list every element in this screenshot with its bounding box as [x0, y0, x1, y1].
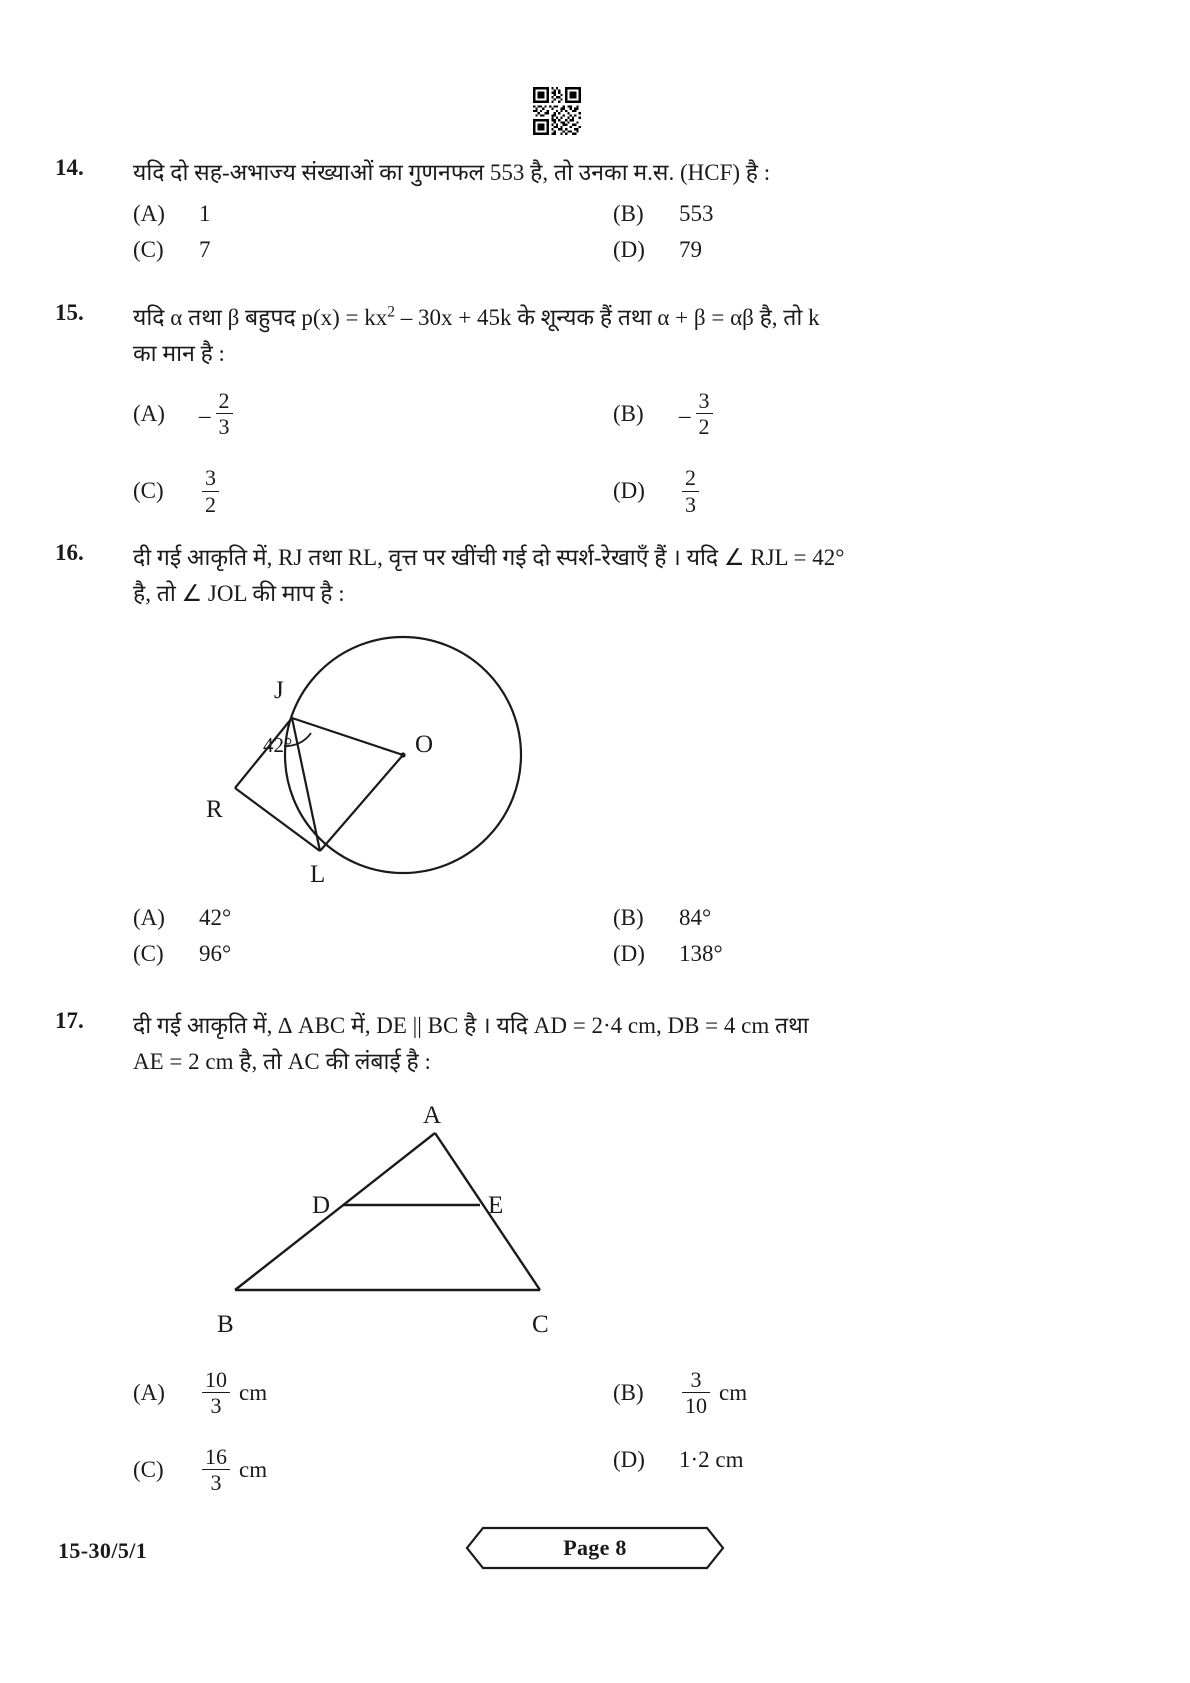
question-text — [133, 540, 1135, 611]
option-tag: (C) — [133, 478, 164, 504]
option-tag: (A) — [133, 401, 165, 427]
option-value — [199, 388, 236, 440]
fraction — [202, 1368, 230, 1417]
numerator: 16 — [202, 1445, 230, 1470]
option-row — [133, 1444, 1135, 1496]
label-angle-42: 42° — [263, 733, 293, 757]
unit-label: cm — [239, 1457, 268, 1483]
beta-symbol: β — [227, 305, 240, 330]
option-value: 96° — [199, 941, 232, 966]
q15-part-2: तथा — [182, 305, 228, 330]
label-E: E — [488, 1192, 504, 1219]
question-number: 15. — [55, 300, 84, 325]
option-tag: (B) — [613, 401, 644, 427]
option-c[interactable] — [133, 941, 613, 967]
alpha-symbol: α — [657, 305, 670, 330]
option-row — [133, 1367, 1135, 1419]
question-16-options — [55, 905, 1135, 975]
q15-part-3: बहुपद p(x) = kx — [239, 305, 388, 330]
option-row — [133, 465, 1135, 517]
beta-symbol: β — [693, 305, 706, 330]
question-15 — [55, 300, 1135, 526]
option-tag: (A) — [133, 905, 165, 930]
minus-sign: – — [679, 402, 691, 428]
option-b[interactable] — [613, 388, 1093, 440]
option-value — [679, 388, 716, 440]
option-value — [679, 465, 702, 517]
option-tag: (B) — [613, 200, 644, 226]
denominator: 3 — [210, 1470, 222, 1496]
fraction — [202, 466, 219, 515]
fraction — [682, 1368, 710, 1417]
alpha-symbol: α — [730, 305, 743, 330]
label-C: C — [532, 1311, 549, 1338]
q15-part-4: – 30x + 45k के शून्यक हैं तथा — [395, 305, 658, 330]
option-tag: (A) — [133, 1379, 165, 1405]
option-c[interactable] — [133, 237, 613, 263]
question-text: यदि दो सह-अभाज्य संख्याओं का गुणनफल 553 है, तो उनका म.स. (HCF) है : — [133, 160, 771, 185]
option-value: 84° — [679, 905, 712, 930]
circle-tangent-figure — [200, 620, 620, 890]
triangle-figure — [195, 1095, 615, 1345]
question-number: 16. — [55, 540, 84, 565]
label-L: L — [310, 861, 326, 888]
denominator: 3 — [685, 491, 696, 517]
option-row — [133, 237, 1135, 263]
option-b[interactable] — [613, 905, 1093, 931]
denominator: 3 — [210, 1393, 222, 1419]
option-tag: (D) — [613, 941, 645, 966]
option-a[interactable] — [133, 201, 613, 227]
q15-line-2: का मान है : — [133, 340, 225, 366]
option-tag: (C) — [133, 1457, 164, 1483]
numerator: 10 — [202, 1368, 230, 1393]
options-list — [133, 201, 1135, 263]
numerator: 2 — [216, 389, 233, 414]
q17-line-1: दी गई आकृति में, ∆ ABC में, DE || BC है । यदि AD = 2·4 cm, DB = 4 cm तथा — [133, 1013, 809, 1038]
option-tag: (A) — [133, 200, 165, 226]
option-d[interactable] — [613, 941, 1093, 967]
option-tag: (C) — [133, 941, 164, 966]
page-number-label: Page 8 — [563, 1535, 627, 1560]
option-b[interactable] — [613, 1367, 1093, 1419]
option-value — [199, 1367, 268, 1419]
label-A: A — [423, 1102, 442, 1129]
option-a[interactable] — [133, 905, 613, 931]
fraction — [216, 389, 233, 438]
exponent: 2 — [387, 303, 396, 321]
unit-label: cm — [719, 1379, 748, 1405]
option-d[interactable] — [613, 1447, 1093, 1473]
q16-line-1: दी गई आकृति में, RJ तथा RL, वृत्त पर खींची गई दो स्पर्श-रेखाएँ हैं । यदि ∠ RJL = 42° — [133, 545, 845, 570]
option-tag: (C) — [133, 236, 164, 262]
numerator: 2 — [682, 466, 699, 491]
question-16 — [55, 540, 1135, 611]
q15-part-7: है, तो k — [753, 305, 820, 330]
option-d[interactable] — [613, 465, 1093, 517]
label-D: D — [312, 1192, 331, 1219]
option-value: 1·2 cm — [679, 1447, 744, 1473]
option-d[interactable] — [613, 237, 1093, 263]
option-value: 7 — [199, 236, 211, 262]
question-number: 17. — [55, 1008, 84, 1033]
options-list — [133, 388, 1135, 517]
question-number: 14. — [55, 155, 84, 180]
option-value — [199, 1444, 268, 1496]
denominator: 2 — [698, 414, 710, 440]
footer-page-banner — [465, 1526, 725, 1570]
options-list — [133, 1367, 1135, 1496]
label-R: R — [206, 796, 223, 823]
option-row — [133, 388, 1135, 440]
label-B: B — [217, 1311, 234, 1338]
option-value: 42° — [199, 905, 232, 930]
unit-label: cm — [239, 1379, 268, 1405]
option-value: 79 — [679, 236, 702, 262]
numerator: 3 — [696, 389, 713, 414]
label-O: O — [415, 731, 434, 758]
denominator: 10 — [685, 1393, 707, 1419]
question-17 — [55, 1008, 1135, 1079]
option-b[interactable] — [613, 201, 1093, 227]
option-c[interactable] — [133, 465, 613, 517]
denominator: 3 — [218, 414, 230, 440]
q15-part-5: + — [669, 305, 694, 330]
question-17-options — [55, 1367, 1135, 1504]
question-14 — [55, 155, 1135, 271]
option-value: 138° — [679, 941, 723, 966]
q15-part-1: यदि — [133, 305, 171, 330]
option-tag: (B) — [613, 1379, 644, 1405]
q16-line-2: है, तो ∠ JOL की माप है : — [133, 580, 345, 606]
option-row — [133, 905, 1135, 931]
option-tag: (D) — [613, 236, 645, 262]
options-list — [133, 905, 1135, 967]
option-tag: (D) — [613, 478, 645, 504]
numerator: 3 — [682, 1368, 710, 1393]
option-value — [679, 1367, 748, 1419]
option-a[interactable] — [133, 1367, 613, 1419]
option-value: 553 — [679, 200, 714, 226]
q17-line-2: AE = 2 cm है, तो AC की लंबाई है : — [133, 1048, 431, 1074]
option-tag: (B) — [613, 905, 644, 930]
footer-paper-code: 15-30/5/1 — [58, 1538, 148, 1563]
alpha-symbol: α — [170, 305, 183, 330]
option-value — [199, 465, 222, 517]
qr-code — [533, 87, 581, 135]
numerator: 3 — [202, 466, 219, 491]
option-tag: (D) — [613, 1447, 645, 1473]
fraction — [202, 1445, 230, 1494]
minus-sign: – — [199, 402, 211, 428]
option-a[interactable] — [133, 388, 613, 440]
fraction — [682, 466, 699, 515]
fraction — [696, 389, 713, 438]
denominator: 2 — [205, 491, 216, 517]
option-c[interactable] — [133, 1444, 613, 1496]
question-text — [133, 1008, 1135, 1079]
label-J: J — [274, 677, 284, 704]
beta-symbol: β — [742, 305, 754, 330]
question-text — [133, 300, 1135, 371]
option-value: 1 — [199, 200, 211, 226]
option-row — [133, 201, 1135, 227]
q15-part-6: = — [705, 305, 731, 330]
option-row — [133, 941, 1135, 967]
